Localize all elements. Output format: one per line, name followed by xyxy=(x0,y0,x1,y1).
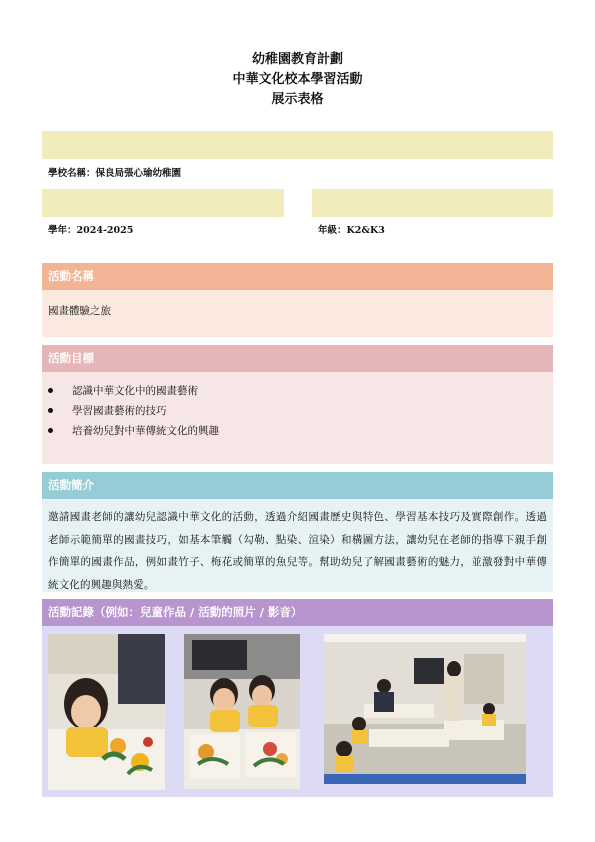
school-name-field[interactable] xyxy=(42,131,553,159)
goal-item-2 xyxy=(42,400,553,420)
activity-photo-3[interactable] xyxy=(324,634,526,784)
goal-text-1: 認識中華文化中的國畫藝術 xyxy=(72,384,198,397)
activity-name-heading: 活動名稱 xyxy=(42,263,553,290)
goal-item-3 xyxy=(42,420,553,440)
goal-item-1 xyxy=(42,380,553,400)
school-year-field[interactable] xyxy=(42,189,284,217)
bullet-icon xyxy=(48,408,53,413)
title-line-3: 展示表格 xyxy=(271,92,324,107)
title-line-1: 幼稚園教育計劃 xyxy=(251,52,343,67)
activity-goals-body[interactable] xyxy=(42,372,553,464)
activity-photo-2[interactable] xyxy=(184,634,300,789)
activity-intro-heading: 活動簡介 xyxy=(42,472,553,499)
school-year-label: 學年：2024-2025 xyxy=(48,225,134,236)
bullet-icon xyxy=(48,388,53,393)
document-title xyxy=(0,50,595,110)
bullet-icon xyxy=(48,428,53,433)
grade-field[interactable] xyxy=(312,189,553,217)
school-name-label: 學校名稱：保良局張心瑜幼稚園 xyxy=(48,168,182,179)
goal-text-2: 學習國畫藝術的技巧 xyxy=(72,404,167,417)
activity-intro-body[interactable] xyxy=(42,499,553,592)
goal-text-3: 培養幼兒對中華傳統文化的興趣 xyxy=(72,424,219,437)
activity-name-body[interactable] xyxy=(42,290,553,337)
activity-photo-1[interactable] xyxy=(48,634,165,790)
activity-intro-text: 邀請國畫老師的讓幼兒認識中華文化的活動，透過介紹國畫歷史與特色、學習基本技巧及實際創作。透過老師示範簡單的國畫技巧，如基本筆觸（勾勒、點染、渲染）和構圖方法，讓幼兒在老師的指導下親手創作簡單的國畫作品，例如畫竹子、梅花或簡單的魚兒等。幫助幼兒了解國畫藝術的魅力，並激發對中華傳統文化的興趣與熱愛。 xyxy=(48,511,547,591)
title-line-2: 中華文化校本學習活動 xyxy=(232,72,363,87)
grade-label: 年級：K2&K3 xyxy=(318,225,385,236)
activity-record-heading: 活動記錄（例如：兒童作品 / 活動的照片 / 影音） xyxy=(42,599,553,626)
activity-goals-heading: 活動目標 xyxy=(42,345,553,372)
activity-name-value: 國畫體驗之旅 xyxy=(48,305,111,317)
